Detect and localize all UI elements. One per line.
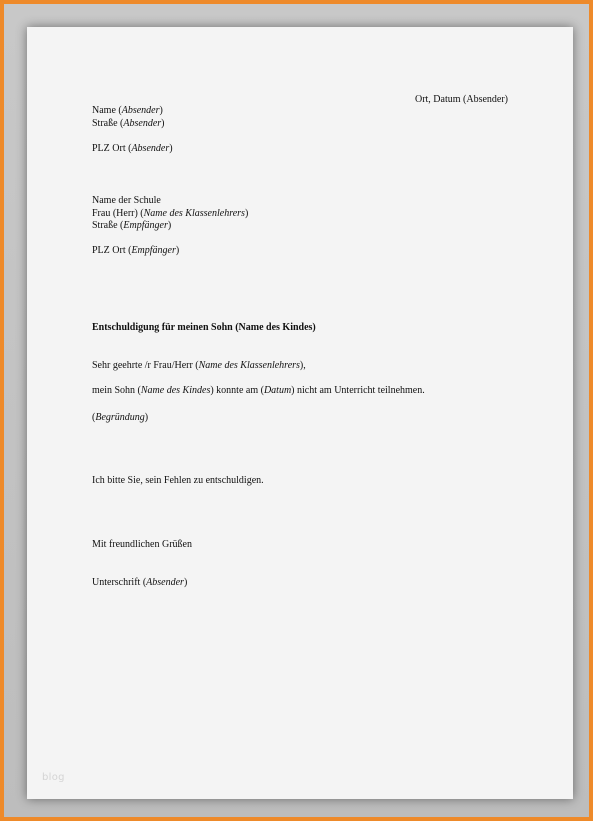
recipient-teacher: Frau (Herr) (Name des Klassenlehrers) xyxy=(92,207,249,219)
request-line: Ich bitte Sie, sein Fehlen zu entschuldigen. xyxy=(92,475,264,486)
recipient-address xyxy=(92,195,248,233)
recipient-street: Straße (Empfänger) xyxy=(92,220,172,232)
watermark-text: blog xyxy=(42,772,65,784)
reason-placeholder: (Begründung) xyxy=(92,412,149,423)
sender-city: PLZ Ort (Absender) xyxy=(92,143,173,154)
sender-name: Name (Absender) xyxy=(92,105,163,116)
subject-line: Entschuldigung für meinen Sohn (Name des Kindes) xyxy=(92,322,316,333)
salutation: Sehr geehrte /r Frau/Herr (Name des Klassenlehrers), xyxy=(92,360,306,371)
signature-line: Unterschrift (Absender) xyxy=(92,577,188,588)
closing-line: Mit freundlichen Grüßen xyxy=(92,539,192,550)
sender-street: Straße (Absender) xyxy=(92,117,165,129)
recipient-city: PLZ Ort (Empfänger) xyxy=(92,245,180,256)
letter-page xyxy=(27,27,573,799)
date-line: Ort, Datum (Absender) xyxy=(414,94,508,105)
body-paragraph: mein Sohn (Name des Kindes) konnte am (Datum) nicht am Unterricht teilnehmen. xyxy=(92,385,425,396)
sender-address xyxy=(92,105,165,130)
recipient-school: Name der Schule xyxy=(92,195,161,206)
